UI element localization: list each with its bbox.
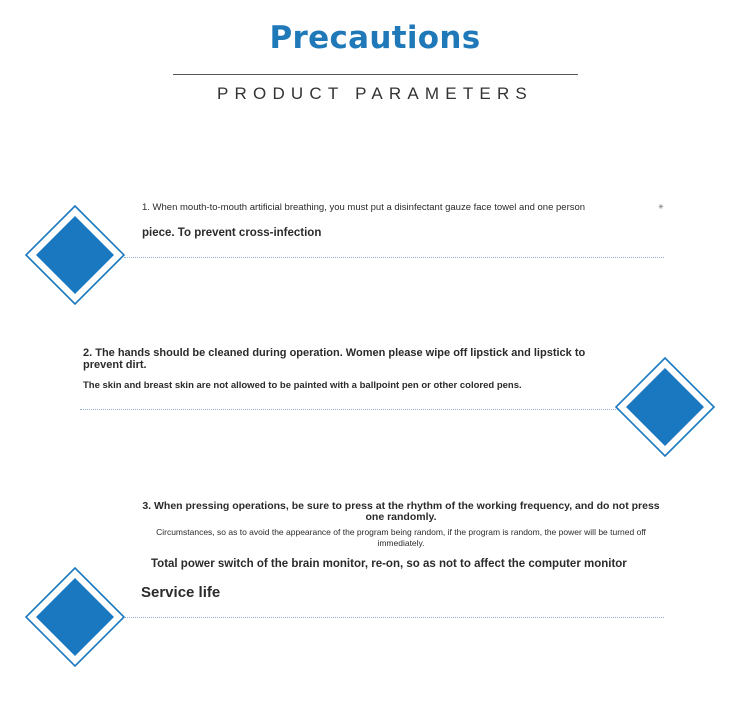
diamond-marker-2: [615, 357, 715, 457]
item-1-line-1: 1. When mouth-to-mouth artificial breathing, you must put a disinfectant gauze face towel and one person: [142, 202, 586, 213]
diamond-marker-3: [25, 567, 125, 667]
item-2-divider: [80, 409, 618, 410]
item-3-line-4: Service life: [141, 584, 221, 601]
item-1-line-2: piece. To prevent cross-infection: [142, 227, 322, 239]
item-2-line-2: The skin and breast skin are not allowed to be painted with a ballpoint pen or other colored pens.: [83, 380, 522, 391]
item-3-line-1: 3. When pressing operations, be sure to press at the rhythm of the working frequency, and do not press one randomly.: [142, 500, 660, 523]
item-3-line-2: Circumstances, so as to avoid the appearance of the program being random, if the program is random, the power will be turned off immediately.: [156, 527, 646, 548]
page-subtitle: PRODUCT PARAMETERS: [217, 84, 533, 103]
item-3-divider: [124, 617, 664, 618]
title-divider: [173, 74, 578, 75]
small-mark-icon: ✳: [658, 204, 664, 211]
item-1-divider: [124, 257, 664, 258]
item-3-line-3: Total power switch of the brain monitor, re-on, so as not to affect the computer monitor: [151, 558, 627, 570]
diamond-marker-1: [25, 205, 125, 305]
page-title: Precautions: [269, 20, 481, 56]
item-2-line-1: 2. The hands should be cleaned during operation. Women please wipe off lipstick and lipstick to prevent dirt.: [83, 347, 586, 371]
